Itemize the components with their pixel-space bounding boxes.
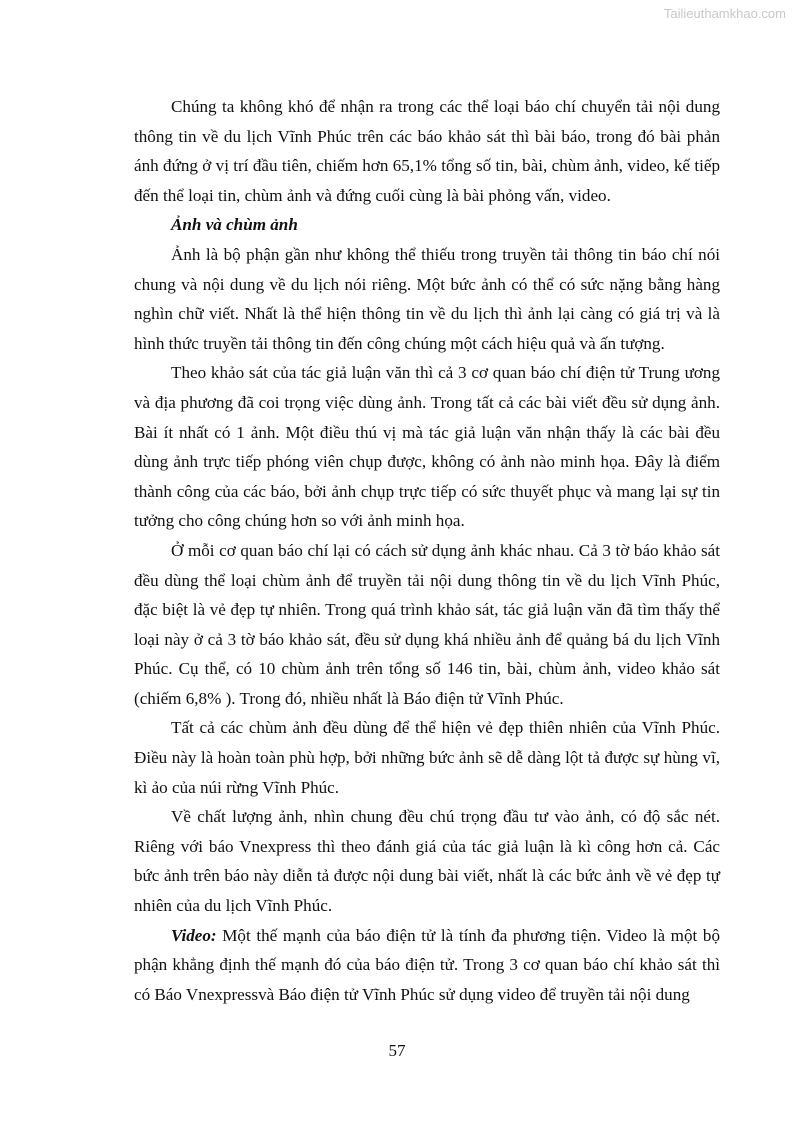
paragraph-photo-quality: Về chất lượng ảnh, nhìn chung đều chú trọng đầu tư vào ảnh, có độ sắc nét. Riêng với báo Vnexpress thì theo đánh giá của tác giả luận là kì công hơn cả. Các bức ảnh trên báo này diễn tả được nội dung bài viết, nhất là các bức ảnh về vẻ đẹp tự nhiên của du lịch Vĩnh Phúc.	[134, 807, 720, 916]
paragraph-survey-photos: Theo khảo sát của tác giả luận văn thì cả 3 cơ quan báo chí điện tử Trung ương và địa phương đã coi trọng việc dùng ảnh. Trong tất cả các bài viết đều sử dụng ảnh. Bài ít nhất có 1 ảnh. Một điều thú vị mà tác giả luận văn nhận thấy là các bài đều dùng ảnh trực tiếp phóng viên chụp được, không có ảnh nào minh họa. Đây là điểm thành công của các báo, bởi ảnh chụp trực tiếp có sức thuyết phục và mang lại sự tin tưởng cho công chúng hơn so với ảnh minh họa.	[134, 363, 720, 531]
video-lead-label: Video:	[171, 925, 217, 945]
section-heading-photos: Ảnh và chùm ảnh	[171, 215, 298, 235]
document-body	[134, 92, 720, 1009]
paragraph-photo-nature: Tất cả các chùm ảnh đều dùng để thể hiện vẻ đẹp thiên nhiên của Vĩnh Phúc. Điều này là hoàn toàn phù hợp, bởi những bức ảnh sẽ dễ dàng lột tả được sự hùng vĩ, kì ảo của núi rừng Vĩnh Phúc.	[134, 718, 720, 797]
video-paragraph-text: Một thế mạnh của báo điện tử là tính đa phương tiện. Video là một bộ phận khẳng định thế mạnh đó của báo điện tử. Trong 3 cơ quan báo chí khảo sát thì có Báo Vnexpressvà Báo điện tử Vĩnh Phúc sử dụng video để truyền tải nội dung	[134, 925, 720, 1004]
page-number: 57	[388, 1041, 406, 1060]
paragraph-photo-importance: Ảnh là bộ phận gần như không thể thiếu trong truyền tải thông tin báo chí nói chung và nội dung về du lịch nói riêng. Một bức ảnh có thể có sức nặng bằng hàng nghìn chữ viết. Nhất là thể hiện thông tin về du lịch thì ảnh lại càng có giá trị và là hình thức truyền tải thông tin đến công chúng một cách hiệu quả và ấn tượng.	[134, 244, 720, 353]
paragraph-photo-usage: Ở mỗi cơ quan báo chí lại có cách sử dụng ảnh khác nhau. Cả 3 tờ báo khảo sát đều dùng thể loại chùm ảnh để truyền tải nội dung thông tin về du lịch Vĩnh Phúc, đặc biệt là vẻ đẹp tự nhiên. Trong quá trình khảo sát, tác giả luận văn đã tìm thấy thể loại này ở cả 3 tờ báo khảo sát, đều sử dụng khá nhiều ảnh để quảng bá du lịch Vĩnh Phúc. Cụ thể, có 10 chùm ảnh trên tổng số 146 tin, bài, chùm ảnh, video khảo sát (chiếm 6,8% ). Trong đó, nhiều nhất là Báo điện tử Vĩnh Phúc.	[134, 540, 720, 708]
watermark: Tailieuthamkhao.com	[663, 6, 786, 21]
paragraph-video	[134, 921, 720, 1010]
paragraph-genres: Chúng ta không khó để nhận ra trong các thể loại báo chí chuyển tải nội dung thông tin về du lịch Vĩnh Phúc trên các báo khảo sát thì bài báo, trong đó bài phản ánh đứng ở vị trí đầu tiên, chiếm hơn 65,1% tổng số tin, bài, chùm ảnh, video, kế tiếp đến thể loại tin, chùm ảnh và đứng cuối cùng là bài phỏng vấn, video.	[134, 97, 720, 205]
